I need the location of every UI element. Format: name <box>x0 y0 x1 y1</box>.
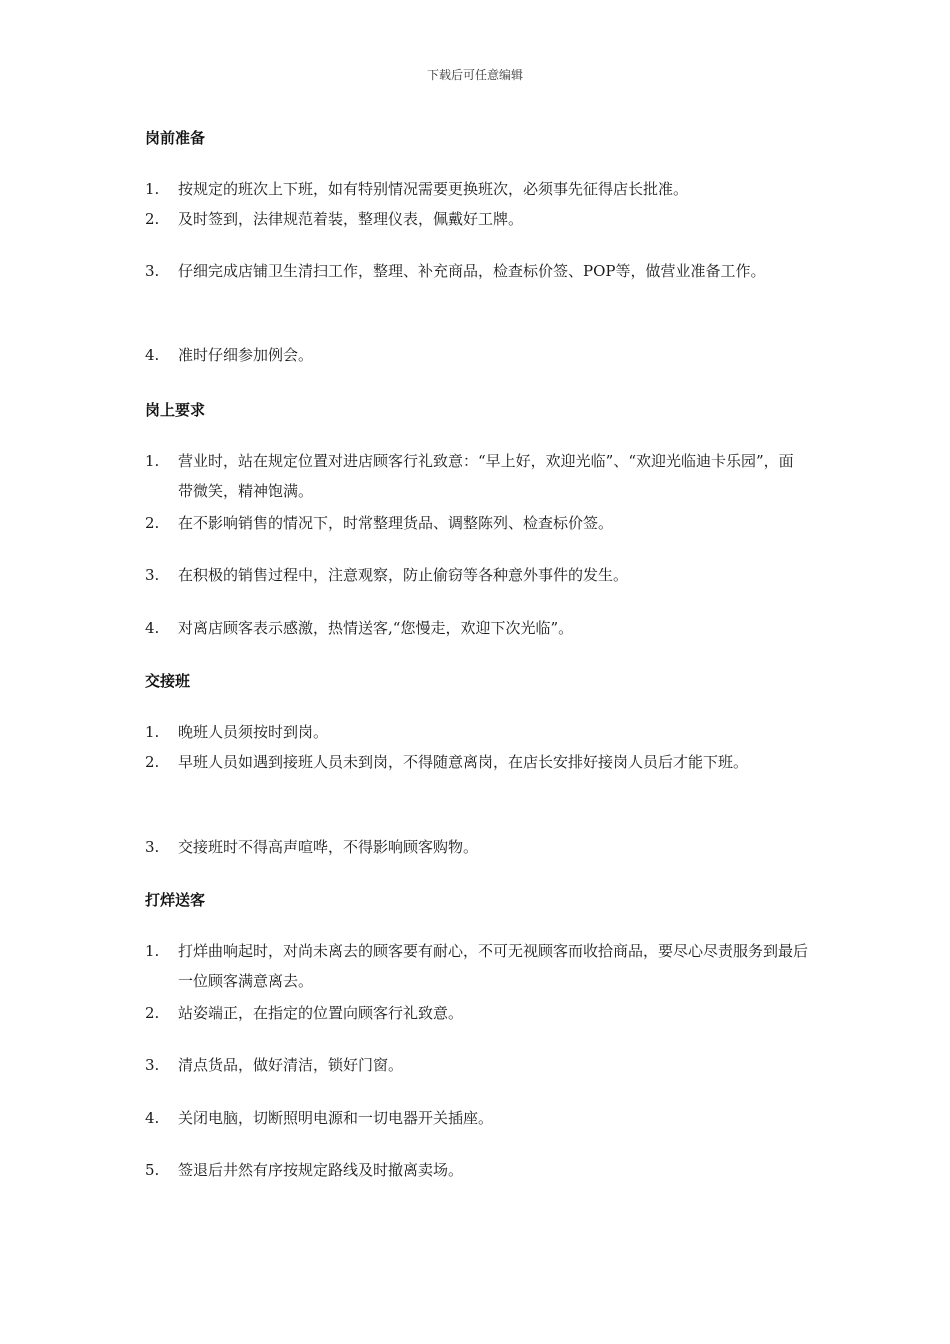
list-item <box>145 1103 825 1133</box>
list-item-text: 仔细完成店铺卫生清扫工作，整理、补充商品，检查标价签、POP等，做营业准备工作。 <box>178 262 766 280</box>
list-item <box>145 747 825 777</box>
list-item-number: 3. <box>145 838 160 856</box>
list-item <box>145 560 825 590</box>
list-item-number: 4. <box>145 619 160 637</box>
list-item <box>145 613 825 643</box>
list-item-number: 2. <box>145 1004 160 1022</box>
list-item-number: 3. <box>145 262 160 280</box>
list-item-number: 4. <box>145 1109 160 1127</box>
list-item <box>145 936 825 996</box>
list-item <box>145 204 825 234</box>
section-title-closing: 打烊送客 <box>145 891 206 909</box>
list-item-number: 3. <box>145 566 160 584</box>
list-item <box>145 340 825 370</box>
section-title-on-shift: 岗上要求 <box>145 401 206 419</box>
list-item-text: 清点货品，做好清洁，锁好门窗。 <box>178 1056 404 1074</box>
list-item <box>145 717 825 747</box>
list-item-text: 交接班时不得高声喧哗，不得影响顾客购物。 <box>178 838 479 856</box>
list-item-text: 早班人员如遇到接班人员未到岗，不得随意离岗，在店长安排好接岗人员后才能下班。 <box>178 753 749 771</box>
list-item-text: 在不影响销售的情况下，时常整理货品、调整陈列、检查标价签。 <box>178 514 614 532</box>
list-item-number: 3. <box>145 1056 160 1074</box>
list-item <box>145 1155 825 1185</box>
list-item-text: 签退后井然有序按规定路线及时撤离卖场。 <box>178 1161 464 1179</box>
list-item <box>145 174 825 204</box>
list-item-text: 关闭电脑，切断照明电源和一切电器开关插座。 <box>178 1109 494 1127</box>
list-item-number: 2. <box>145 514 160 532</box>
header-note: 下载后可任意编辑 <box>426 68 523 82</box>
list-item-number: 1. <box>145 180 160 198</box>
list-item-text: 对离店顾客表示感激，热情送客,“您慢走，欢迎下次光临”。 <box>178 619 574 637</box>
list-item-number: 1. <box>145 723 160 741</box>
list-item-number: 2. <box>145 210 160 228</box>
list-item-number: 2. <box>145 753 160 771</box>
list-item-text: 晚班人员须按时到岗。 <box>178 723 329 741</box>
list-item-number: 5. <box>145 1161 160 1179</box>
list-item-text: 在积极的销售过程中，注意观察，防止偷窃等各种意外事件的发生。 <box>178 566 629 584</box>
list-item-number: 1. <box>145 942 160 960</box>
list-item-text: 打烊曲响起时，对尚未离去的顾客要有耐心，不可无视顾客而收拾商品，要尽心尽责服务到最后一位顾客满意离去。 <box>178 942 809 990</box>
list-item-text: 按规定的班次上下班，如有特别情况需要更换班次，必须事先征得店长批准。 <box>178 180 689 198</box>
list-item-number: 4. <box>145 346 160 364</box>
list-item <box>145 1050 825 1080</box>
list-item <box>145 998 825 1028</box>
list-item-text: 营业时，站在规定位置对进店顾客行礼致意：“早上好，欢迎光临”、“欢迎光临迪卡乐园”，面带微笑，精神饱满。 <box>178 452 794 500</box>
list-item-text: 站姿端正，在指定的位置向顾客行礼致意。 <box>178 1004 464 1022</box>
list-item-number: 1. <box>145 452 160 470</box>
list-item <box>145 256 825 286</box>
list-item <box>145 832 825 862</box>
list-item <box>145 446 825 506</box>
list-item <box>145 508 825 538</box>
list-item-text: 准时仔细参加例会。 <box>178 346 314 364</box>
section-title-shift-handover: 交接班 <box>145 672 191 690</box>
section-title-pre-shift: 岗前准备 <box>145 129 206 147</box>
list-item-text: 及时签到，法律规范着装，整理仪表，佩戴好工牌。 <box>178 210 524 228</box>
